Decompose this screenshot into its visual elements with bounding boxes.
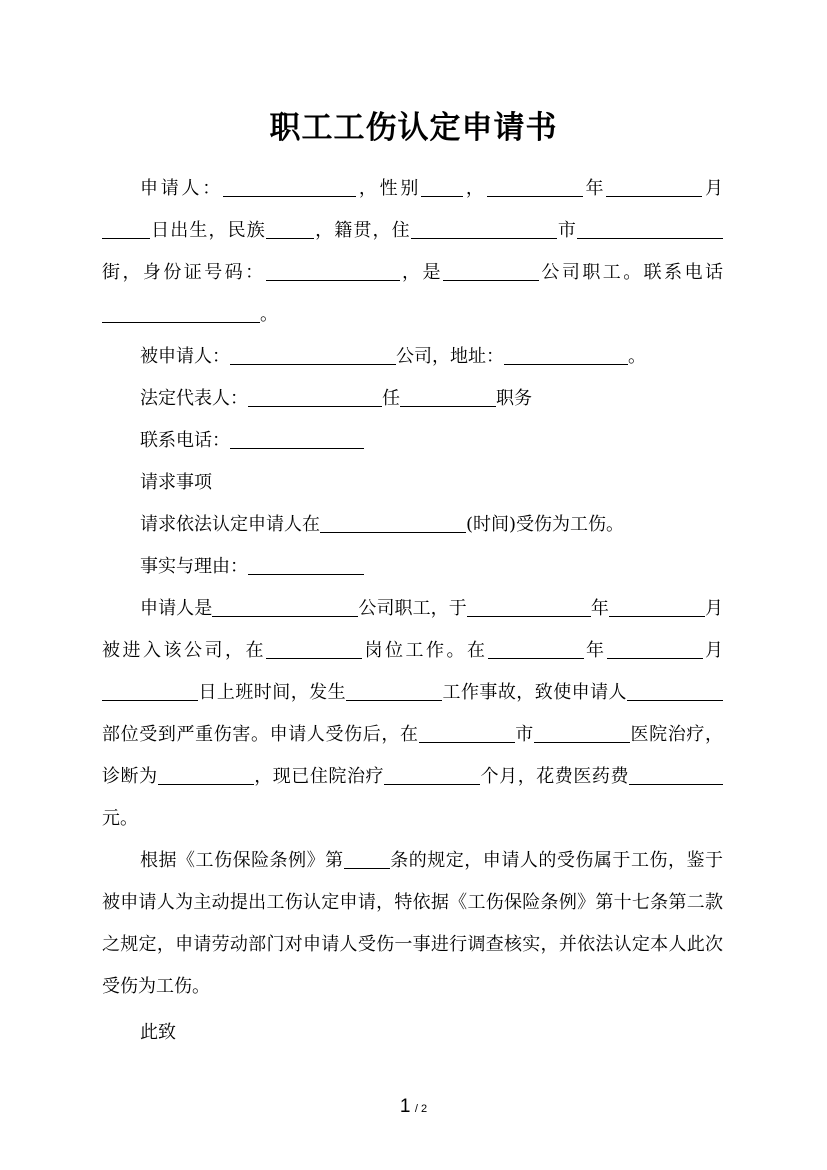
blank-accident-year <box>488 638 584 659</box>
blank-city <box>411 218 557 239</box>
blank-contact-phone <box>230 428 364 449</box>
text: 岗位工作。在 <box>362 640 488 661</box>
text: 联系电话： <box>140 430 230 451</box>
blank-join-month <box>609 596 705 617</box>
text: 个月，花费医药费 <box>480 766 630 787</box>
document-body <box>102 168 723 1054</box>
blank-injury-time <box>320 512 466 533</box>
text: 公司职工。联系电话 <box>538 262 724 283</box>
blank-join-year <box>467 596 591 617</box>
text: 公司职工，于 <box>358 598 467 619</box>
text: 医院治疗，诊断为 <box>102 724 723 787</box>
blank-months <box>384 764 480 785</box>
blank-accident-month <box>607 638 703 659</box>
text: ，性别 <box>356 178 422 199</box>
blank-representative <box>248 386 382 407</box>
blank-company <box>443 260 539 281</box>
text: 。 <box>628 346 646 367</box>
text: 街，身份证号码： <box>102 262 266 283</box>
blank-id-number <box>266 260 400 281</box>
text: ，籍贯，住 <box>313 220 411 241</box>
blank-position <box>400 386 496 407</box>
blank-birth-year <box>487 176 583 197</box>
blank-diagnosis <box>158 764 254 785</box>
request-paragraph <box>102 504 723 546</box>
text: 职务 <box>496 388 532 409</box>
blank-medical-cost <box>629 764 723 785</box>
text: 市 <box>556 220 578 241</box>
blank-hospital <box>534 722 630 743</box>
blank-phone <box>102 302 260 323</box>
text: 年 <box>582 178 607 199</box>
text: 公司，地址： <box>396 346 504 367</box>
text: 事实与理由： <box>140 556 248 577</box>
blank-accident-day <box>102 680 198 701</box>
text: (时间)受伤为工伤。 <box>466 514 625 535</box>
text: 年 <box>583 640 607 661</box>
blank-address <box>504 344 628 365</box>
text: 日出生，民族 <box>150 220 266 241</box>
text: 工作事故，致使申请人 <box>442 682 628 703</box>
text: 被申请人： <box>140 346 230 367</box>
request-heading: 请求事项 <box>140 472 212 493</box>
text: 元。 <box>102 808 138 829</box>
text: 月 <box>702 640 723 661</box>
blank-article <box>344 848 390 869</box>
blank-body-part <box>627 680 723 701</box>
blank-name <box>223 176 356 197</box>
document-title: 职工工伤认定申请书 <box>269 110 558 146</box>
legal-basis-paragraph <box>102 840 723 1008</box>
text: 请求依法认定申请人在 <box>140 514 320 535</box>
blank-facts <box>248 554 364 575</box>
contact-phone-paragraph <box>102 420 723 462</box>
text: 年 <box>590 598 609 619</box>
respondent-paragraph <box>102 336 723 378</box>
facts-heading <box>102 546 723 588</box>
blank-birth-day <box>102 218 150 239</box>
text: 日上班时间，发生 <box>198 682 347 703</box>
blank-birth-month <box>606 176 702 197</box>
text: 法定代表人： <box>140 388 248 409</box>
text: ，现已住院治疗 <box>253 766 385 787</box>
blank-job-post <box>266 638 362 659</box>
text: 申请人： <box>140 178 224 199</box>
text: 月 <box>702 178 724 199</box>
text: 根据《工伤保险条例》第 <box>140 850 344 871</box>
legal-representative-paragraph <box>102 378 723 420</box>
blank-street <box>577 218 723 239</box>
blank-accident-type <box>346 680 442 701</box>
text: 条的规定，申请人的受伤属于工伤，鉴于被申请人为主动提出工伤认定申请，特依据《工伤保险条例》第十七条第二款之规定，申请劳动部门对申请人受伤一事进行调查核实，并依法认定本人此次受伤为工伤。 <box>102 850 724 997</box>
applicant-paragraph <box>102 168 723 336</box>
text: 。 <box>260 304 278 325</box>
text: ，是 <box>399 262 443 283</box>
facts-paragraph <box>102 588 723 840</box>
blank-employer <box>212 596 358 617</box>
text: 市 <box>514 724 534 745</box>
closing-salutation: 此致 <box>140 1022 176 1043</box>
text: 月被进入该公司，在 <box>102 598 724 661</box>
blank-gender <box>421 176 463 197</box>
current-page: 1 <box>399 1096 411 1117</box>
text: 部位受到严重伤害。申请人受伤后，在 <box>102 724 419 745</box>
text: 任 <box>382 388 400 409</box>
blank-hospital-city <box>419 722 515 743</box>
text: ， <box>463 178 487 199</box>
blank-respondent-company <box>230 344 396 365</box>
page-number <box>0 1096 827 1118</box>
text: 申请人是 <box>140 598 213 619</box>
total-pages: / 2 <box>414 1103 428 1115</box>
blank-ethnicity <box>266 218 314 239</box>
